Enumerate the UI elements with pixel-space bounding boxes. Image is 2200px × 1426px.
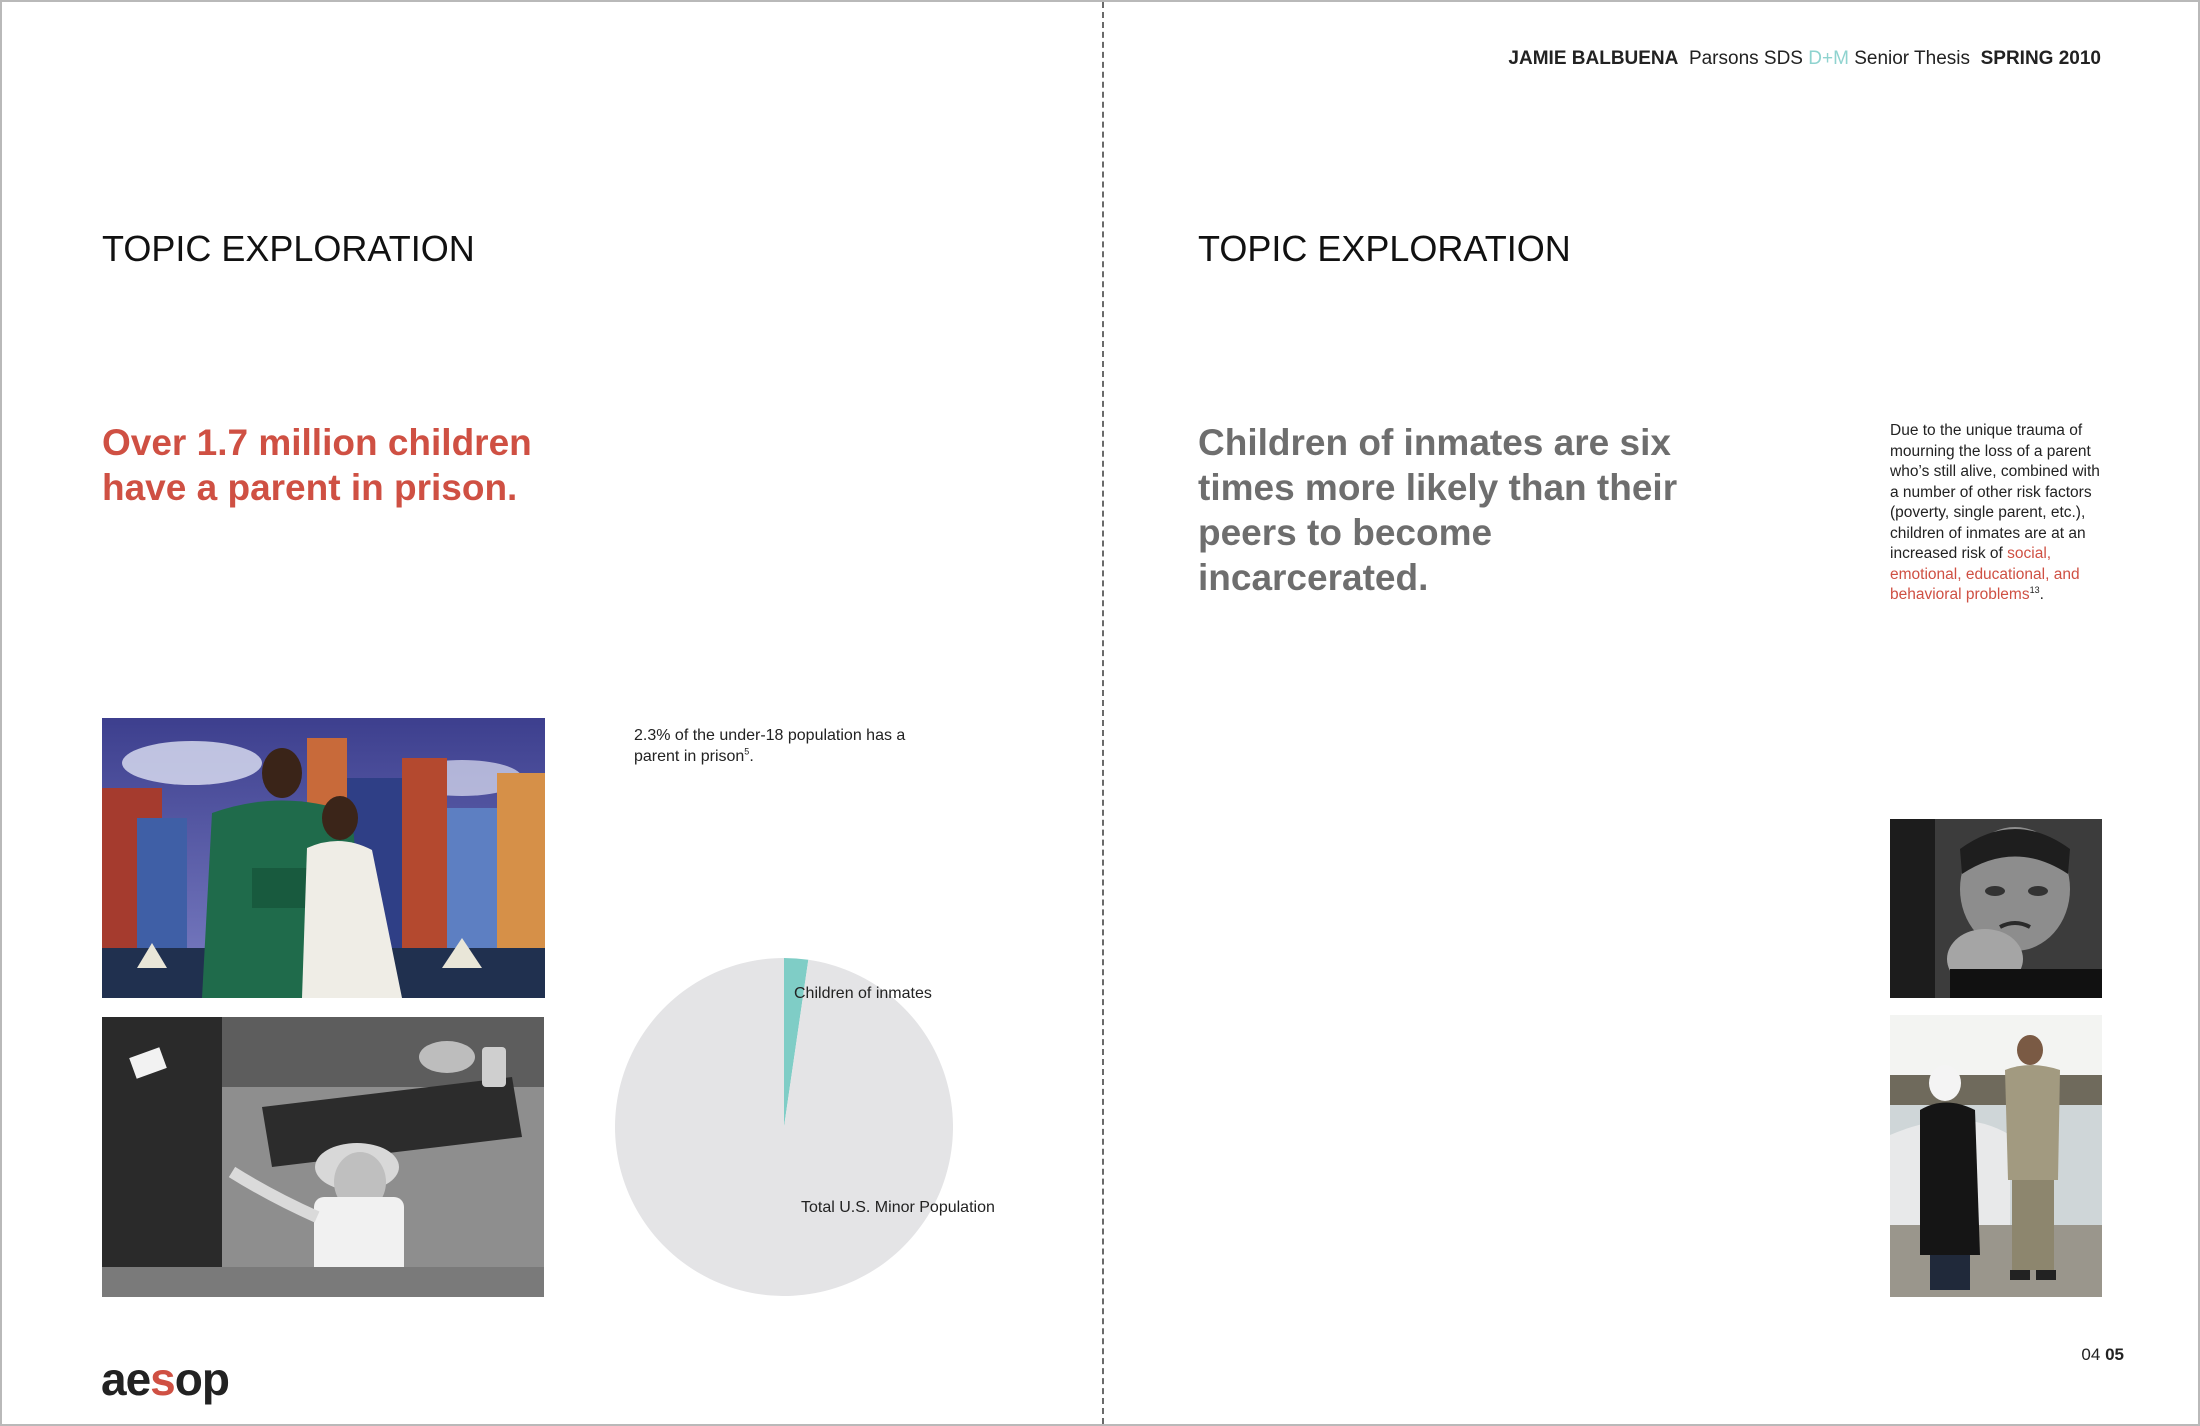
pie-label-total-u-s-minor-population: Total U.S. Minor Population: [801, 1199, 995, 1216]
sidebar-text-ref: 13: [2029, 584, 2040, 595]
header-author: JAMIE BALBUENA: [1508, 48, 1679, 69]
right-section-title: TOPIC EXPLORATION: [1198, 228, 1571, 269]
right-headline: Children of inmates are six times more likely than their peers to become incarcerated.: [1198, 422, 1678, 598]
page-fold-divider: [1102, 2, 1104, 1424]
header-program-dm: D+M: [1808, 48, 1849, 69]
sidebar-text-plain: Due to the unique trauma of mourning the loss of a parent who’s still alive, combined with a number of other risk factors (poverty, single parent, etc.), children of inmates are at an increased risk of: [1890, 422, 2100, 562]
header-program-suffix: Senior Thesis: [1854, 48, 1971, 69]
sidebar-text-end: .: [2039, 586, 2044, 603]
page-number-right: 05: [2105, 1345, 2124, 1364]
stat-note-ref: 5: [744, 746, 750, 757]
sidebar-text-highlight: social, emotional, educational, and behavioral problems: [1890, 545, 2080, 603]
running-header: [1508, 48, 2101, 70]
pie-slice-total-u-s-minor-population: [615, 958, 953, 1296]
left-section-title: TOPIC EXPLORATION: [102, 228, 475, 269]
aesop-logo: aesop: [101, 1353, 229, 1405]
header-program-prefix: Parsons SDS: [1688, 48, 1803, 69]
page-number-left: 04: [2081, 1345, 2101, 1364]
child-visiting-room-photo: [102, 1017, 544, 1297]
officer-arrest-photo: [1890, 1015, 2102, 1297]
header-term: SPRING 2010: [1980, 48, 2101, 69]
stat-note-end: .: [749, 748, 754, 765]
page-numbers: [2081, 1345, 2124, 1365]
pie-chart-svg: [602, 942, 1022, 1312]
trauma-sidebar-text: [1890, 421, 2108, 606]
stat-note-text: 2.3% of the under-18 population has a parent in prison: [634, 727, 906, 765]
father-son-mural-photo: [102, 718, 545, 998]
crying-child-photo: [1890, 819, 2102, 998]
pie-label-children-of-inmates: Children of inmates: [794, 985, 932, 1002]
stat-note: [634, 725, 954, 767]
left-headline: Over 1.7 million children have a parent in prison.: [102, 422, 532, 508]
pie-chart: [602, 942, 1022, 1312]
